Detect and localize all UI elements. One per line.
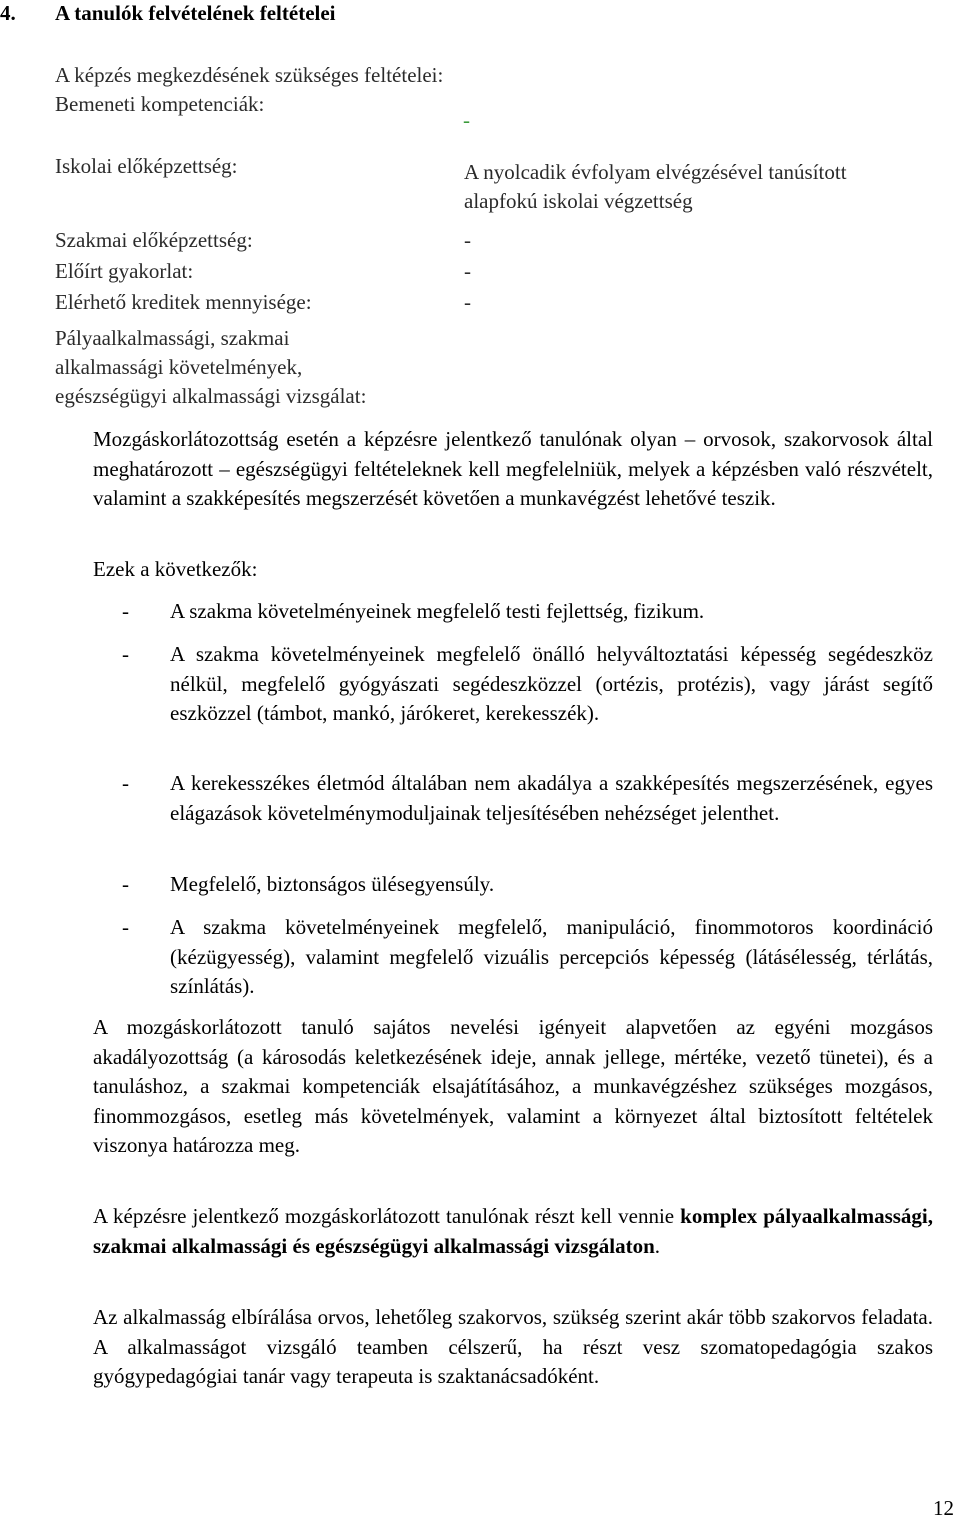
req-label-aptitude-line1: Pályaalkalmassági, szakmai (55, 326, 290, 350)
bullet-dash: - (122, 642, 129, 666)
req-label-credits: Elérhető kreditek mennyisége: (55, 290, 312, 314)
intro-line-2: Bemeneti kompetenciák: (55, 92, 265, 116)
req-value-credits: - (464, 290, 471, 314)
req-label-aptitude-line2: alkalmassági követelmények, (55, 355, 303, 379)
req-value-schooling-line2: alapfokú iskolai végzettség (464, 189, 693, 213)
list-intro: Ezek a következők: (93, 557, 258, 581)
list-item-text: A szakma követelményeinek megfelelő önálló helyváltoztatási képesség segédeszköz nélkül, megfelelő gyógyászati segédeszközzel (ortézis, protézis), vagy járást segítő eszközzel (támbot, mankó, járókeret, kerekesszék). (170, 642, 933, 725)
list-item-text: A kerekesszékes életmód általában nem akadálya a szakképesítés megszerzésének, egyes elágazások követelménymoduljainak teljesítésében nehézséget jelenthet. (170, 771, 933, 825)
list-item (122, 597, 933, 627)
paragraph-mobility-conditions: Mozgáskorlátozottság esetén a képzésre jelentkező tanulónak olyan – orvosok, szakorvosok által meghatározott – egészségügyi feltételeknek kell megfelelniük, melyek a képzésben való részvételt, valamint a szakképesítés megszerzését követően a munkavégzést lehetővé teszik. (93, 427, 933, 510)
paragraph-aptitude-exam-bold: komplex pályaalkalmassági, szakmai alkalmassági és egészségügyi alkalmassági vizsgálaton (93, 1204, 933, 1258)
req-label-practice: Előírt gyakorlat: (55, 259, 194, 283)
paragraph-aptitude-exam-end: . (654, 1233, 661, 1258)
paragraph-special-needs: A mozgáskorlátozott tanuló sajátos nevelési igényeit alapvetően az egyéni mozgásos akadályozottság (a károsodás keletkezésének ideje, annak jellege, mértéke, vezető tünetei), és a tanuláshoz, a szakmai kompetenciák elsajátításához, a munkavégzéshez szükséges mozgásos, finommozgásos, esetleg más követelmények, valamint a környezet által biztosított feltételek viszonya határozza meg. (93, 1015, 933, 1157)
bullet-dash: - (122, 872, 129, 896)
req-label-professional: Szakmai előképzettség: (55, 228, 253, 252)
section-number: 4. (0, 1, 16, 25)
list-item-text: A szakma követelményeinek megfelelő testi fejlettség, fizikum. (170, 599, 705, 623)
req-value-professional: - (464, 228, 471, 252)
req-label-aptitude-line3: egészségügyi alkalmassági vizsgálat: (55, 384, 367, 408)
page-number: 12 (933, 1496, 954, 1520)
intro-line-1: A képzés megkezdésének szükséges feltételei: (55, 63, 444, 87)
list-item (122, 913, 933, 1003)
list-item-text: A szakma követelményeinek megfelelő, manipuláció, finommotoros koordináció (kézügyesség), valamint megfelelő vizuális percepciós képesség (látásélesség, térlátás, színlátás). (170, 915, 933, 998)
req-label-schooling: Iskolai előképzettség: (55, 154, 238, 178)
section-title: A tanulók felvételének feltételei (55, 1, 336, 25)
list-item (122, 769, 933, 859)
list-item-text: Megfelelő, biztonságos ülésegyensúly. (170, 872, 495, 896)
bullet-dash: - (122, 599, 129, 623)
req-value-practice: - (464, 259, 471, 283)
bullet-dash: - (122, 771, 129, 795)
paragraph-aptitude-exam (93, 1202, 933, 1261)
green-dash: - (463, 108, 470, 132)
list-item (122, 870, 933, 900)
paragraph-assessment: Az alkalmasság elbírálása orvos, lehetőleg szakorvos, szükség szerint akár több szakorvos feladata. A alkalmasságot vizsgáló teamben célszerű, ha részt vesz szomatopedagógia szakos gyógypedagógiai tanár vagy terapeuta is szaktanácsadóként. (93, 1305, 933, 1388)
list-item (122, 640, 933, 760)
req-value-schooling-line1: A nyolcadik évfolyam elvégzésével tanúsított (464, 160, 847, 184)
paragraph-aptitude-exam-text: A képzésre jelentkező mozgáskorlátozott tanulónak részt kell vennie (93, 1204, 681, 1228)
bullet-dash: - (122, 915, 129, 939)
